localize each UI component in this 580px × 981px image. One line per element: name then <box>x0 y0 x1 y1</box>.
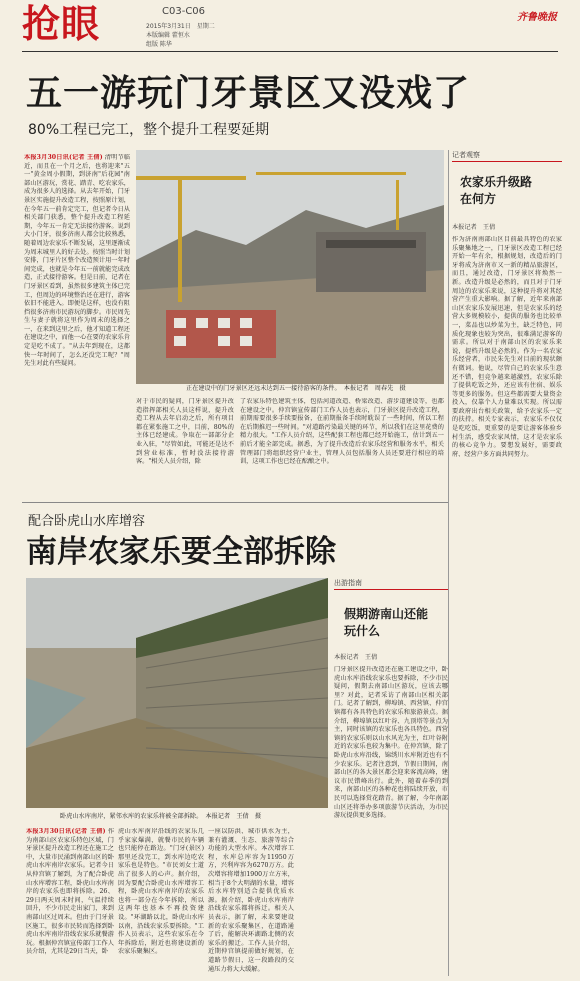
story1-headline: 五一游玩门牙景区又没戏了 <box>26 73 471 114</box>
story2-photo <box>26 578 328 808</box>
sidebar2-byline: 本报记者 王倩 <box>334 654 378 661</box>
story1-photo-caption: 正在建设中的门牙景区还远未达到五一接待游客的条件。 本报记者 周春先 摄 <box>186 385 406 392</box>
story2-body3: 一座以防洪、城市供水为主，兼有灌溉、生态、旅游等综合功能的大型水库。本次增容工程，水库总库容为11950万方，兴利库容为6270万方。此次增容将增加1900万立方米，相当于8个大明湖的水量，增容后水库特别适合提供优质水源。据介绍，卧虎山水库南岸沿线农家乐都将拆迁。相关人员表示，据了解，未来要建设新的农家乐聚集区，在道路通了后，能解决环湖路北侧的农家乐的搬迁。工作人员介绍，近期仲宫镇提前做好规划，在道路节假日，这一段路段的交通压力将大大缓解。 <box>208 828 294 973</box>
story2-body2: 虎山水库南岸沿线的农家乐几乎家家爆满，就餐市民的车辆也只能停在路边。"门牙(景区)那里还没完工，到水库边吃农家乐也是特色。"市民刘女士道出了很多人的心声。据介绍，因为要配合卧虎山水库增容工程，卧虎山水库南岸的农家乐也将一部分在今年拆除，所以这两年也基本不再投资建设。"环湖路以北，卧虎山水库以南，沿线农家乐要拆除。"工作人员表示，这些农家乐在今年拆除后，附近也将建设新的农家乐聚集区。 <box>118 828 204 956</box>
story2-photo-caption: 卧虎山水库南岸，紧邻水库的农家乐将被全部拆除。 本报记者 王倩 摄 <box>60 813 262 820</box>
page-code: C03-C06 <box>162 6 206 17</box>
sidebar2-body: 门牙景区提升改造还在施工建设之中，卧虎山水库沿线农家乐也要拆除，不少市民疑问，假期去南部山区游玩，应该去哪里？对此，记者采访了南部山区相关部门。记者了解到，柳埠镇、西营镇、仲宫镇都有各具特色的农家乐和旅游景点。据介绍，柳埠镇以红叶谷、九顶塔等景点为主，同时该镇的农家乐也各具特色。西营镇的农家乐则以山水风光为主，红叶谷附近的农家乐也较为集中。在仲宫镇，除了卧虎山水库沿线，锦绣川水库附近也有不少农家乐。记者注意到，节假日期间，南部山区的各大景区都会迎来客流高峰，建议市民错峰出行。此外，随着春季的到来，南部山区的各种花也将陆续开放，市民可以选择赏花踏青。据了解，今年南部山区还将举办多项旅游节庆活动，为市民游玩提供更多选择。 <box>334 666 448 820</box>
page-proof: 组版 陈华 <box>146 41 172 48</box>
paper-logo: 齐鲁晚报 <box>517 12 557 23</box>
sidebar2 <box>334 578 448 976</box>
sidebar1 <box>452 150 562 555</box>
story1-byline: 本报3月30日讯(记者 王倩) <box>24 154 103 161</box>
story1-subhead: 80%工程已完工，整个提升工程要延期 <box>28 122 270 138</box>
section-title: 抢眼 <box>22 2 101 46</box>
section-divider <box>22 502 448 503</box>
story2-headline: 南岸农家乐要全部拆除 <box>26 534 336 570</box>
story2-col3 <box>208 828 294 975</box>
story1-body: 清明节临近，而且在一个月之后，也将迎来"五一"黄金周小假期，到济南"后花园"南部山区游玩，赏花、踏青、吃农家乐，成为很多人的选择。从去年开始，门牙景区实施提升改造工程，按照原计划，在今年五一前肯定完工，但记者今日从相关部门获悉，整个提升改造工程延期，今年五一肯定无法接待游客。说到大小门牙，很多济南人都会比较熟悉，随着周边农家乐不断发展，这里逐渐成为周末城里人的好去处。按照当时计划安排，门牙片区整个改造预计用一年时间完成，也就是今年五一前就能完成改造，正式接待游客。但是日前，记者在门牙景区看到，虽然很多建筑主体已完工，但周边的环境整治还在进行，游客依旧不能进入。即便是这样，也没有阻挡很多济南市民游玩的脚步。市民周先生与妻子就将这里作为周末的选择之一，在来到这里之后，他才知道工程还在建设之中，而他一心在要的农家乐肯定是吃不成了。"从去年到现在，这都快一年时间了，怎么还没完工呢？"周先生对此有些疑问。 <box>24 154 130 368</box>
sidebar1-title: 农家乐升级路在何方 <box>460 175 533 206</box>
story2-byline: 本报3月30日讯(记者 王倩) <box>26 828 106 835</box>
sidebar1-body: 作为济南南部山区目前最具特色的农家乐聚集地之一，门牙景区改造工程已经开始一年有余，根据规划，改造后的门牙将成为济南市又一新的精品旅游区，而且，通过改造，门牙景区将焕然一新。改造升级是必然的，而且对于门牙周边的农家乐来说，这种提升将对其经营产生重大影响。据了解，近年来南部山区农家乐发展迅速，但是农家乐的经营大多规模较小，提供的服务也比较单一，菜品也以炒菜为主，缺乏特色，同质化现象也较为突出，很难满足游客的需求。所以对于南部山区的农家乐来说，提档升级是必然的。作为一名农家乐经营者，市民朱先生对目前的现状颇有微词。他说，尽管自己的农家乐生意还不错，但竞争越来越激烈，农家乐除了提供吃饭之外，还应该有住宿、娱乐等更多的服务。但这些都需要大量资金投入，仅靠个人力量难以实现。所以需要政府出台相关政策，给予农家乐一定的扶持。相关专家表示，农家乐不仅仅是吃吃饭，更重要的是要让游客体验乡村生活，感受农家风情，这才是农家乐的核心竞争力。要想发展好，需要政府、经营户多方面共同努力。 <box>452 236 562 458</box>
sidebar1-byline: 本报记者 王倩 <box>452 224 496 231</box>
page-editor: 本版编辑 藿恒水 <box>146 32 190 39</box>
masthead <box>0 0 580 52</box>
sidebar2-label-bar <box>334 589 448 590</box>
story2-col2 <box>118 828 204 975</box>
sidebar2-label: 出游指南 <box>334 579 362 587</box>
story2-kicker: 配合卧虎山水库增容 <box>28 514 146 529</box>
story2-col1 <box>26 828 114 975</box>
story2-body: 作为南部山区农家乐特色区域，门牙景区提升改造工程还在施工之中，大量市民涌到南部山区的卧虎山水库南岸农家乐。记者今日从仲宫镇了解到，为了配合卧虎山水库增容工程，卧虎山水库南岸的农家乐也即将拆除。26、29日两天周末时间，气温持续回升，不少市民走出家门，来到南部山区过周末。但由于门牙景区施工，很多市民转而选择到卧虎山水库南岸沿线农家乐就餐游玩。根据仲宫镇宣传部门工作人员介绍，尤其是29日当天，卧 <box>26 828 114 956</box>
story1-photo <box>136 150 444 384</box>
story1-body-left <box>24 154 130 497</box>
sidebar2-title: 假期游南山还能玩什么 <box>344 607 429 638</box>
story1-body2: 对于市民的疑问，门牙景区提升改造指挥部相关人员这样说，提升改造工程从去年启动之后，所有项目都在紧张施工之中，目前，80%的主体已经建成。争取在一部部分企业入驻，"尽管如此，可能还是达不到营业标准，暂时没法接待游客。"相关人员介绍，除 <box>136 398 234 466</box>
issue-date: 2015年3月31日 星期二 <box>146 23 215 30</box>
story1-body-mid <box>136 398 234 498</box>
story1-body3: 了农家乐特色建筑主体，包括河道改造、桥梁改造、游步道建设等，也都在建设之中。仲宫镇宣传部门工作人员也表示，门牙景区提升改造工程，前期需要很多手续要报备，在前期报备手续时耽误了一些时间，所以工程在后期推迟一些时间。"对道路污染最关键的环节，所以我们在这里花费的精力很大。"工作人员介绍，这些配套工程也都已经开始施工，估计到五一前后才能全部完成。据悉，为了提升改造后农家乐经营和服务水平，相关管理部门将组织经营户业主，管理人员包括服务人员还要进行相应的培训，这项工作也已经在酝酿之中。 <box>240 398 444 466</box>
sidebar1-label-bar <box>452 161 562 162</box>
masthead-rule <box>22 51 558 52</box>
story1-body-right <box>240 398 444 498</box>
sidebar1-label: 记者观察 <box>452 151 480 159</box>
column-rule-right <box>448 150 449 976</box>
